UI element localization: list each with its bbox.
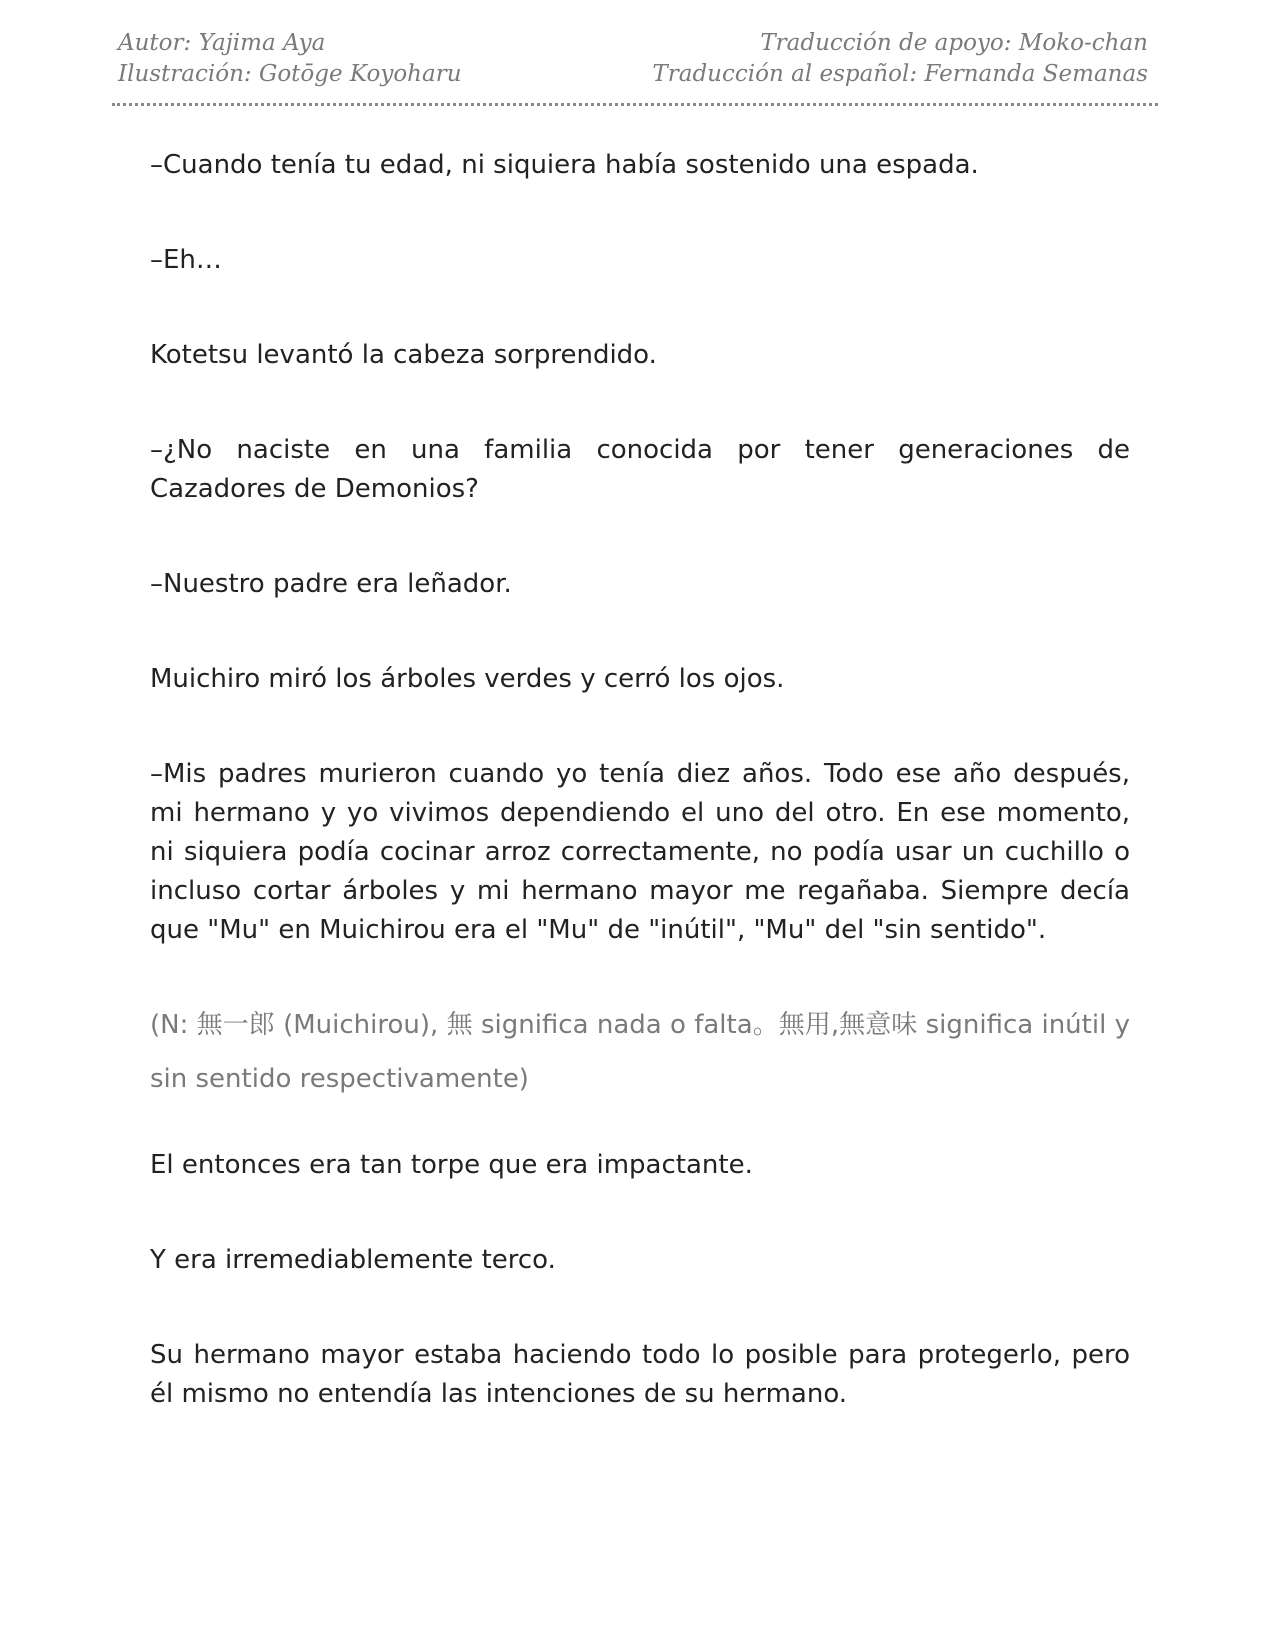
paragraph: –Nuestro padre era leñador. xyxy=(150,569,512,599)
paragraph: Kotetsu levantó la cabeza sorprendido. xyxy=(150,340,657,370)
paragraph: Muichiro miró los árboles verdes y cerró los ojos. xyxy=(150,664,785,694)
illustration-credit: Ilustración: Gotōge Koyoharu xyxy=(118,61,462,87)
paragraph: –Eh… xyxy=(150,245,222,275)
author-credit: Autor: Yajima Aya xyxy=(118,30,326,56)
paragraph: –Mis padres murieron cuando yo tenía diez años. Todo ese año después, mi hermano y yo vivimos dependiendo el uno del otro. En ese momento, ni siquiera podía cocinar arroz correctamente, no podía usar un cuchillo o incluso cortar árboles y mi hermano mayor me regañaba. Siempre decía que "Mu" en Muichirou era el "Mu" de "inútil", "Mu" del "sin sentido". xyxy=(150,759,1130,945)
paragraph: Su hermano mayor estaba haciendo todo lo posible para protegerlo, pero él mismo no entendía las intenciones de su hermano. xyxy=(150,1340,1130,1409)
header-credits-left xyxy=(118,28,462,90)
header-credits-right xyxy=(652,28,1148,90)
support-translation-credit: Traducción de apoyo: Moko-chan xyxy=(760,30,1148,56)
paragraph: Y era irremediablemente terco. xyxy=(150,1245,556,1275)
paragraph: El entonces era tan torpe que era impactante. xyxy=(150,1150,753,1180)
translator-note: (N: 無一郎 (Muichirou), 無 significa nada o falta。無用,無意味 significa inútil y sin sentido respectivamente) xyxy=(150,1010,1130,1094)
paragraph: –Cuando tenía tu edad, ni siquiera había sostenido una espada. xyxy=(150,150,979,180)
header-divider xyxy=(112,103,1158,106)
page-body xyxy=(150,146,1130,1470)
spanish-translation-credit: Traducción al español: Fernanda Semanas xyxy=(652,61,1148,87)
page-header xyxy=(118,24,1148,104)
paragraph: –¿No naciste en una familia conocida por tener generaciones de Cazadores de Demonios? xyxy=(150,435,1130,504)
